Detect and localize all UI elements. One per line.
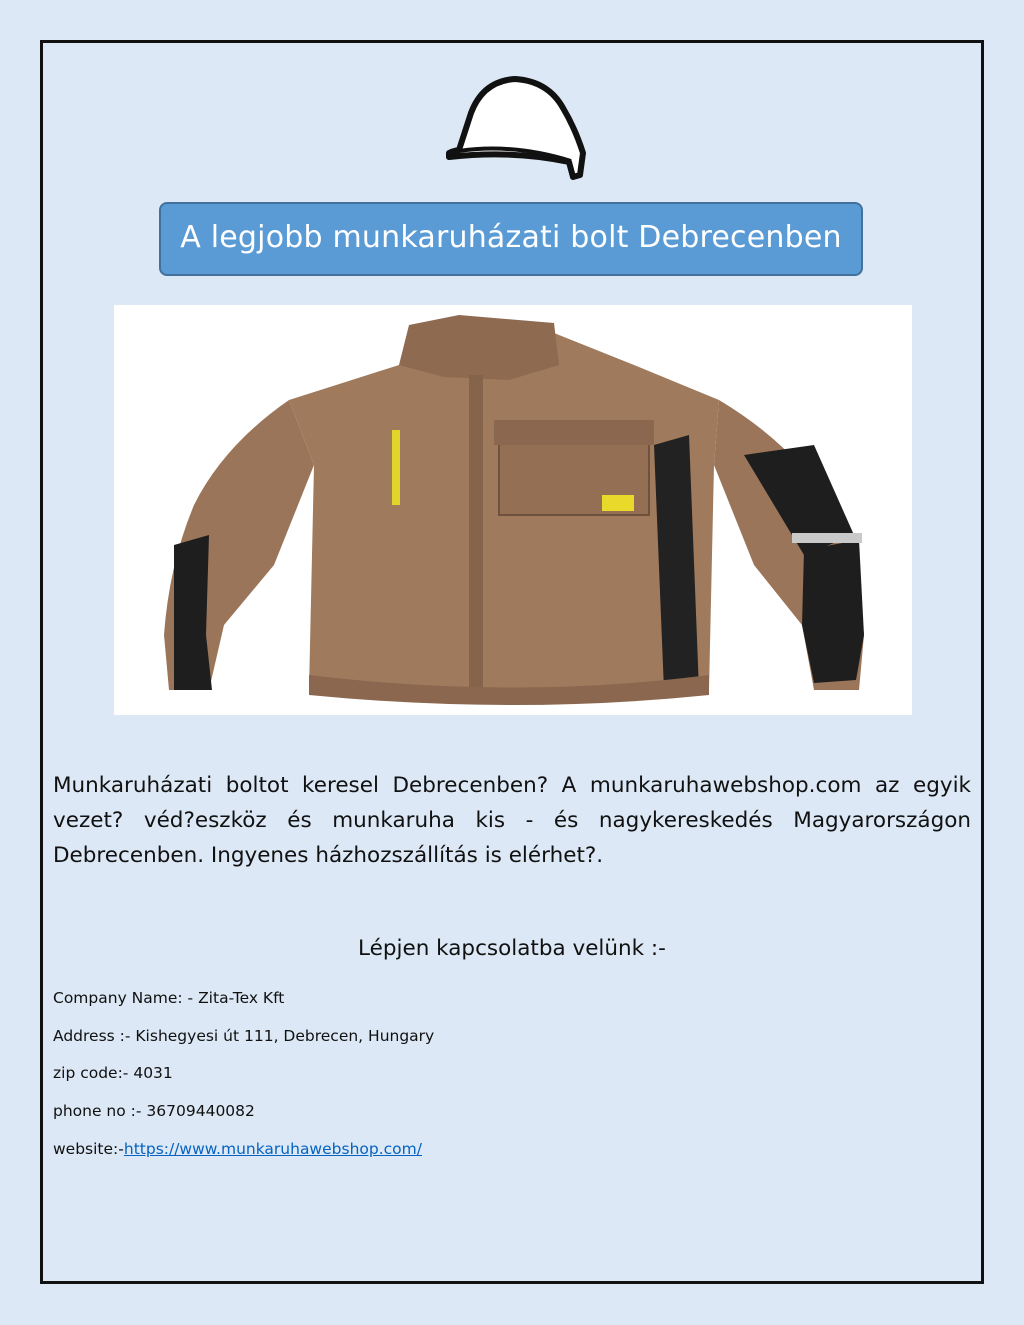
website-link[interactable]: https://www.munkaruhawebshop.com/ (123, 1140, 422, 1158)
website-line (53, 1140, 422, 1158)
company-name: Company Name: - Zita-Tex Kft (53, 989, 285, 1007)
website-label: website:- (53, 1140, 124, 1158)
page-title-banner: A legjobb munkaruházati bolt Debrecenben (159, 202, 863, 276)
work-jacket-image (114, 305, 912, 715)
phone-number: phone no :- 36709440082 (53, 1102, 255, 1120)
page-frame (40, 40, 984, 1284)
address: Address :- Kishegyesi út 111, Debrecen, Hungary (53, 1027, 435, 1045)
hard-hat-icon (443, 73, 588, 181)
intro-paragraph: Munkaruházati boltot keresel Debrecenben? A munkaruhawebshop.com az egyik vezet? véd?eszköz és munkaruha kis - és nagykereskedés Magyarországon Debrecenben. Ingyenes házhozszállítás is elérhet?. (53, 773, 971, 868)
zip-code: zip code:- 4031 (53, 1064, 173, 1082)
contact-heading: Lépjen kapcsolatba velünk :- (358, 936, 666, 961)
